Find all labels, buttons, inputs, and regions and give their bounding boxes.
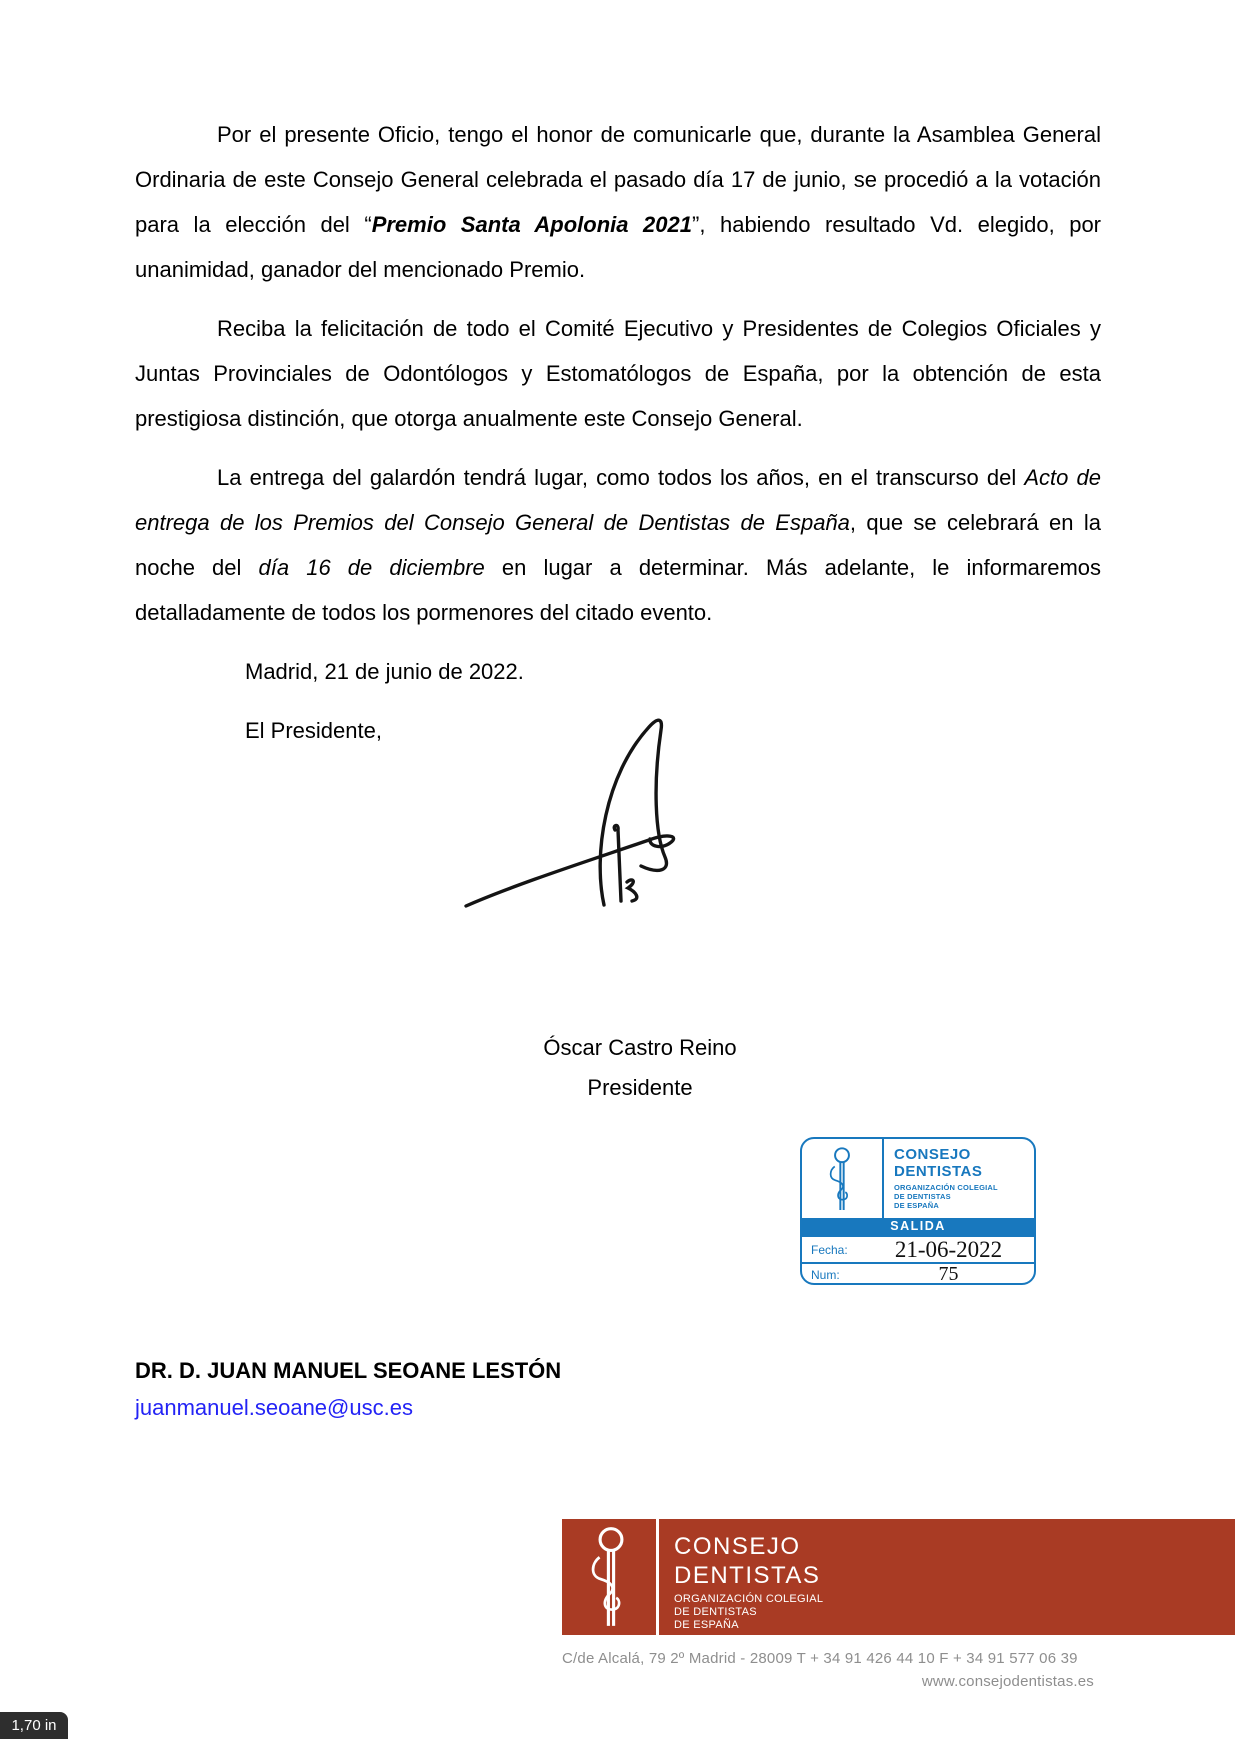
- stamp-logo-cell: [802, 1139, 882, 1218]
- stamp-org-text: [882, 1139, 1034, 1218]
- paragraph-text: , que se celebrará en la noche del: [135, 510, 1101, 580]
- stamp-fecha-label: Fecha:: [811, 1242, 848, 1257]
- paragraph-text: La entrega del galardón tendrá lugar, como todos los años, en el transcurso del: [217, 465, 1025, 490]
- paragraph: [135, 112, 1101, 292]
- banner-org-sub1: ORGANIZACIÓN COLEGIAL: [674, 1593, 824, 1605]
- signer-title: Presidente: [587, 1075, 693, 1100]
- stamp-org-sub2: DE DENTISTAS: [894, 1192, 951, 1201]
- stamp-fecha-value: 21-06-2022: [894, 1236, 1003, 1262]
- event-date-emphasis: día 16 de diciembre: [258, 555, 485, 580]
- asclepius-staff-icon: [588, 1525, 634, 1629]
- stamp-org-sub1: ORGANIZACIÓN COLEGIAL: [894, 1183, 998, 1192]
- paragraph: [135, 306, 1101, 441]
- event-name-emphasis: Acto de entrega de los Premios del Consejo General de Dentistas de España: [135, 465, 1102, 535]
- award-name-emphasis: Premio Santa Apolonia 2021: [371, 212, 692, 237]
- banner-org-sub2: DE DENTISTAS: [674, 1606, 757, 1618]
- closing-line: El Presidente,: [245, 718, 382, 743]
- dateline: Madrid, 21 de junio de 2022.: [245, 659, 524, 684]
- paragraph-text: ”, habiendo resultado Vd. elegido, por unanimidad, ganador del mencionado Premio.: [135, 212, 1102, 282]
- footer-address: C/de Alcalá, 79 2º Madrid - 28009 T + 34 91 426 44 10 F + 34 91 577 06 39: [562, 1650, 1078, 1667]
- stamp-org-sub3: DE ESPAÑA: [894, 1201, 940, 1210]
- stamp-num-label: Num:: [811, 1267, 840, 1282]
- footer-logo-banner: [562, 1519, 1235, 1635]
- banner-org-sub3: DE ESPAÑA: [674, 1619, 739, 1631]
- measurement-tooltip: 1,70 in: [0, 1712, 68, 1739]
- stamp-num-row: [802, 1262, 1034, 1285]
- stamp-org-line2: DENTISTAS: [894, 1163, 983, 1180]
- banner-org-text: [674, 1532, 823, 1632]
- paragraph: [135, 455, 1101, 635]
- signature-block: [465, 1028, 815, 1108]
- banner-org-line1: CONSEJO: [674, 1533, 801, 1560]
- recipient-email-link[interactable]: juanmanuel.seoane@usc.es: [135, 1395, 413, 1420]
- stamp-fecha-row: [802, 1235, 1034, 1262]
- footer-website: www.consejodentistas.es: [921, 1673, 1094, 1690]
- stamp-num-value: 75: [938, 1263, 959, 1285]
- signer-name: Óscar Castro Reino: [543, 1035, 737, 1060]
- stamp-salida-band: SALIDA: [802, 1218, 1034, 1235]
- salida-stamp: [800, 1137, 1036, 1285]
- paragraph-text: Por el presente Oficio, tengo el honor de comunicarle que, durante la Asamblea General Ordinaria de este Consejo General celebrada el pasado día 17 de junio, se procedió a la votación para la elección del “: [135, 122, 1101, 237]
- stamp-header: [802, 1139, 1034, 1218]
- asclepius-staff-icon: [825, 1146, 859, 1212]
- paragraph-text: en lugar a determinar. Más adelante, le informaremos detalladamente de todos los pormenores del citado evento.: [135, 555, 1102, 625]
- stamp-org-line1: CONSEJO: [894, 1146, 971, 1163]
- signature: [452, 642, 687, 920]
- paragraph-text: Reciba la felicitación de todo el Comité Ejecutivo y Presidentes de Colegios Oficiales y Juntas Provinciales de Odontólogos y Estomatólogos de España, por la obtención de esta prestigiosa distinción, que otorga anualmente este Consejo General.: [135, 316, 1101, 431]
- banner-divider: [656, 1519, 659, 1635]
- recipient-name: DR. D. JUAN MANUEL SEOANE LESTÓN: [135, 1358, 562, 1383]
- banner-org-line2: DENTISTAS: [674, 1562, 821, 1589]
